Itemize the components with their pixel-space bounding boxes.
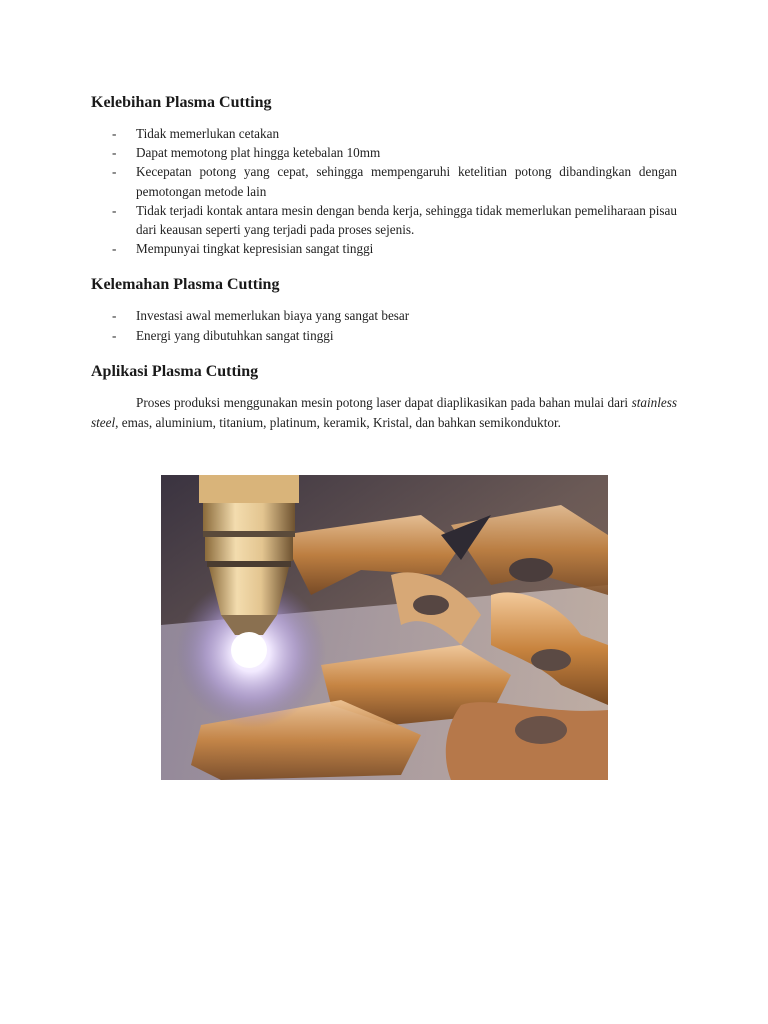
list-dash: - bbox=[112, 327, 117, 343]
list-dash: - bbox=[112, 164, 117, 180]
list-item bbox=[91, 124, 677, 143]
list-item-text: Investasi awal memerlukan biaya yang sangat besar bbox=[136, 308, 410, 324]
list-item-text: Kecepatan potong yang cepat, sehingga mempengaruhi ketelitian potong dibandingkan dengan pemotongan metode lain bbox=[136, 164, 677, 199]
paragraph-italic-term: stainless steel bbox=[91, 394, 677, 431]
heading-kelemahan: Kelemahan Plasma Cutting bbox=[91, 276, 280, 294]
heading-kelebihan: Kelebihan Plasma Cutting bbox=[91, 94, 272, 111]
kelebihan-list bbox=[91, 124, 677, 258]
list-dash: - bbox=[112, 308, 117, 324]
list-item-text: Dapat memotong plat hingga ketebalan 10mm bbox=[136, 145, 381, 161]
plasma-cutting-photo bbox=[161, 475, 608, 780]
list-dash: - bbox=[112, 241, 117, 257]
list-item bbox=[91, 326, 677, 345]
list-item bbox=[91, 306, 677, 325]
list-item-text: Tidak memerlukan cetakan bbox=[136, 126, 280, 141]
aplikasi-paragraph bbox=[91, 393, 677, 434]
paragraph-text-start: Proses produksi menggunakan mesin potong laser dapat diaplikasikan pada bahan mulai dari bbox=[136, 394, 632, 410]
document-content bbox=[91, 92, 677, 434]
list-item bbox=[91, 162, 677, 200]
list-item-text: Tidak terjadi kontak antara mesin dengan benda kerja, sehingga tidak memerlukan pemeliharaan pisau dari keausan seperti yang terjadi pada proses sejenis. bbox=[136, 202, 677, 238]
paragraph-text-end: , emas, aluminium, titanium, platinum, keramik, Kristal, dan bahkan semikonduktor. bbox=[115, 415, 561, 431]
list-dash: - bbox=[112, 145, 117, 161]
list-item-text: Mempunyai tingkat kepresisian sangat tinggi bbox=[136, 241, 374, 257]
list-dash: - bbox=[112, 126, 117, 141]
list-item bbox=[91, 239, 677, 258]
heading-aplikasi: Aplikasi Plasma Cutting bbox=[91, 362, 259, 380]
list-item bbox=[91, 143, 677, 162]
list-item-text: Energi yang dibutuhkan sangat tinggi bbox=[136, 327, 334, 343]
list-dash: - bbox=[112, 202, 117, 218]
kelemahan-list bbox=[91, 306, 677, 344]
list-item bbox=[91, 201, 677, 239]
